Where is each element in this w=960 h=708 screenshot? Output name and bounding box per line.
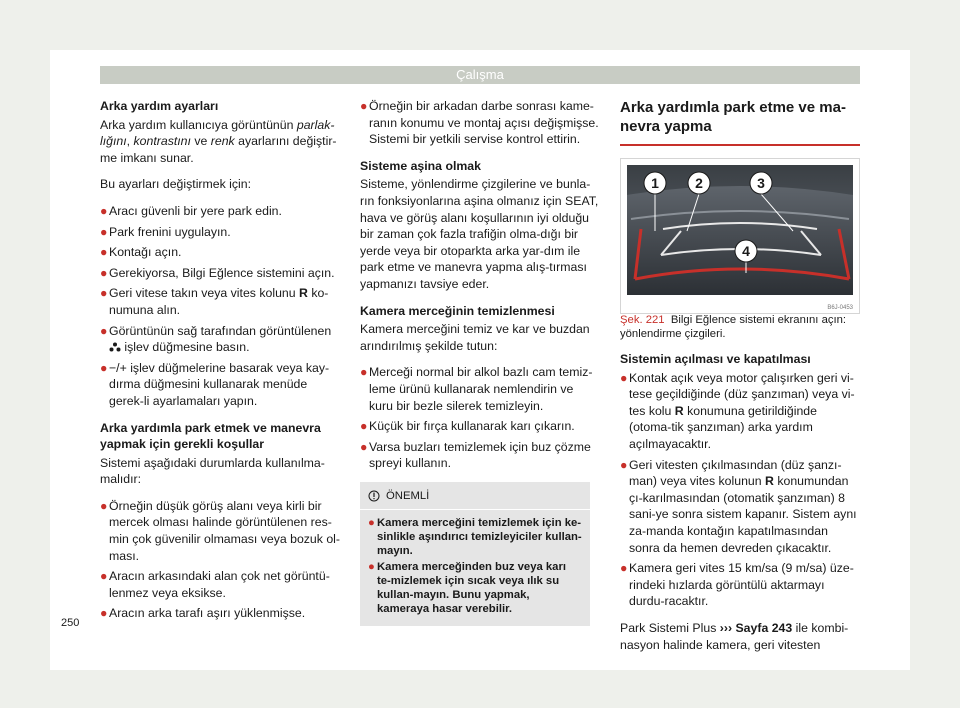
list-item bbox=[368, 560, 582, 616]
text: ko-numuna alın. bbox=[109, 286, 329, 317]
gear-r-label: R bbox=[674, 403, 684, 418]
text: Örneğin bir arkadan darbe sonrası kame-ranın konumu ve montaj açısı değişmişse. Sistemi bir yetkili servise kontrol ettirin. bbox=[369, 99, 599, 147]
text: ile kombi-nasyon halinde kamera, geri vitesten bbox=[620, 620, 849, 652]
conditions-list-continued bbox=[360, 98, 600, 148]
bullet-icon: ● bbox=[100, 606, 108, 621]
text: Küçük bir fırça kullanarak karı çıkarın. bbox=[369, 419, 575, 434]
bullet-icon: ● bbox=[360, 419, 368, 434]
page-title: Çalışma bbox=[456, 67, 504, 82]
bullet-icon: ● bbox=[100, 224, 108, 239]
info-icon bbox=[368, 490, 380, 502]
text: işlev düğmesine basın. bbox=[121, 340, 250, 355]
list-item bbox=[360, 364, 600, 414]
section-title: Arka yardımla park etme ve ma-nevra yapma bbox=[620, 98, 860, 146]
column-middle bbox=[360, 98, 600, 626]
gear-r-label: R bbox=[299, 286, 308, 301]
callout-label: 1 bbox=[651, 175, 659, 191]
figure-code: B6J-0453 bbox=[827, 305, 853, 311]
list-item bbox=[360, 439, 600, 472]
paragraph-familiarize: Sisteme, yönlendirme çizgilerine ve bunla-rın fonksiyonlarına aşina olmanız için SEAT, hava ve görüş alanı koşullarının iyi olduğu bir zaman çok fazla trafiğin olma-dığı bir yerde veya bir otoparkta arka yar-dım ile park etme ve manevra yapma alış-tırması yapmanızı tavsiye eder. bbox=[360, 177, 599, 291]
bullet-icon: ● bbox=[368, 560, 375, 573]
list-item bbox=[100, 568, 340, 601]
page-reference-link[interactable]: ››› Sayfa 243 bbox=[719, 620, 793, 635]
text: Geri vitese takın veya vites kolunu bbox=[109, 286, 300, 301]
camera-view-illustration bbox=[621, 159, 859, 313]
paragraph-park-system bbox=[620, 620, 860, 653]
bullet-icon: ● bbox=[100, 360, 108, 375]
paragraph-conditions-intro: Sistemi aşağıdaki durumlarda kullanılma-malıdır: bbox=[100, 455, 325, 487]
list-item bbox=[100, 265, 340, 282]
conditions-list bbox=[100, 498, 340, 622]
text: ve bbox=[190, 134, 211, 149]
text: Aracın arkasındaki alan çok net görüntü-lenmez veya eksikse. bbox=[109, 569, 330, 600]
callout-2 bbox=[688, 172, 710, 194]
bullet-icon: ● bbox=[100, 265, 108, 280]
bullet-icon: ● bbox=[100, 498, 108, 513]
text: Görüntünün sağ tarafından görüntülenen bbox=[109, 323, 332, 338]
callout-label: 2 bbox=[695, 175, 703, 191]
header-bar bbox=[100, 66, 860, 84]
text: Park Sistemi Plus bbox=[620, 620, 720, 635]
list-item bbox=[100, 605, 340, 622]
bullet-icon: ● bbox=[368, 516, 375, 529]
gear-r-label: R bbox=[765, 474, 774, 489]
text: Kontağı açın. bbox=[109, 245, 182, 260]
heading-familiarize: Sisteme aşina olmak bbox=[360, 158, 481, 173]
text: Park frenini uygulayın. bbox=[109, 224, 231, 239]
text: , bbox=[126, 134, 134, 149]
bullet-icon: ● bbox=[100, 245, 108, 260]
paragraph-change-settings: Bu ayarları değiştirmek için: bbox=[100, 177, 252, 192]
callout-4 bbox=[735, 240, 757, 262]
bullet-icon: ● bbox=[360, 439, 368, 454]
text: konumundan çı-karılmasından (otomatik şanzıman) 8 sani-ye sonra sistem kapanır. Sistem aynı za-manda kontağın kapatılmasından sonra da hemen devreden çıkacaktır. bbox=[629, 474, 857, 555]
text: ayarlarını değiştir-me imkanı sunar. bbox=[100, 134, 337, 165]
list-item bbox=[100, 224, 340, 241]
heading-switch-on-off: Sistemin açılması ve kapatılması bbox=[620, 352, 811, 366]
notice-header bbox=[360, 482, 590, 510]
text: Kamera geri vites 15 km/sa (9 m/sa) üze-rindeki hızlarda görüntülü aktarmayı durdu-racaktır. bbox=[629, 561, 854, 609]
column-right bbox=[620, 98, 860, 663]
bullet-icon: ● bbox=[100, 286, 108, 301]
list-item bbox=[100, 323, 340, 356]
text: Aracı güvenli bir yere park edin. bbox=[109, 203, 282, 218]
settings-steps-list bbox=[100, 203, 340, 410]
bullet-icon: ● bbox=[620, 561, 628, 576]
list-item bbox=[620, 560, 860, 610]
text: Bilgi Eğlence sistemi ekranını açın: yönlendirme çizgileri. bbox=[620, 314, 847, 340]
list-item bbox=[360, 418, 600, 435]
column-left bbox=[100, 98, 340, 632]
list-item bbox=[360, 98, 600, 148]
list-item bbox=[100, 244, 340, 261]
text: Varsa buzları temizlemek için buz çözme spreyi kullanın. bbox=[369, 439, 591, 471]
heading-conditions: Arka yardımla park etmek ve manevra yapmak için gerekli koşullar bbox=[100, 420, 321, 452]
text: Kamera merceğinden buz veya karı te-mizlemek için sıcak veya ılık su kullan-mayın. Bunu yapmak, kameraya hasar verebilir. bbox=[377, 560, 566, 615]
figure-guide-lines bbox=[620, 158, 860, 314]
list-item bbox=[368, 516, 582, 558]
paragraph-lens-cleaning: Kamera merceğini temiz ve kar ve buzdan arındırılmış şekilde tutun: bbox=[360, 322, 590, 353]
callout-1 bbox=[644, 172, 666, 194]
figure-caption bbox=[620, 314, 860, 341]
text: −/+ işlev düğmelerine basarak veya kay-dırma düğmesini kullanarak menüde gerek-li ayarlamaları yapın. bbox=[109, 360, 330, 408]
list-item bbox=[100, 203, 340, 220]
text-italic: parlak-lığını bbox=[100, 117, 335, 149]
text-italic: kontrastını bbox=[133, 134, 191, 149]
list-item bbox=[100, 360, 340, 410]
paragraph-settings-intro bbox=[100, 117, 340, 167]
important-notice bbox=[360, 482, 590, 626]
settings-function-icon bbox=[109, 342, 121, 352]
bullet-icon: ● bbox=[100, 203, 108, 218]
bullet-icon: ● bbox=[620, 457, 628, 472]
switch-list bbox=[620, 370, 860, 610]
figure-number: Şek. 221 bbox=[620, 314, 665, 326]
heading-rear-assist-settings: Arka yardım ayarları bbox=[100, 99, 219, 113]
list-item bbox=[620, 370, 860, 453]
text: Merceği normal bir alkol bazlı cam temiz-leme ürünü kullanarak nemlendirin ve kuru bir bezle silerek temizleyin. bbox=[369, 365, 593, 413]
list-item bbox=[100, 498, 340, 564]
page-number: 250 bbox=[61, 617, 80, 629]
bullet-icon: ● bbox=[100, 569, 108, 584]
callout-label: 4 bbox=[742, 243, 750, 259]
bullet-icon: ● bbox=[360, 365, 368, 380]
text: Kamera merceğini temizlemek için ke-sinlikle aşındırıcı temizleyiciler kullan-mayın. bbox=[377, 516, 582, 557]
bullet-icon: ● bbox=[100, 323, 108, 338]
text: Aracın arka tarafı aşırı yüklenmişse. bbox=[109, 606, 306, 621]
callout-label: 3 bbox=[757, 175, 765, 191]
ground-area bbox=[627, 186, 853, 295]
text: Gerekiyorsa, Bilgi Eğlence sistemini açın. bbox=[109, 265, 335, 280]
text: Arka yardım kullanıcıya görüntünün bbox=[100, 117, 297, 132]
notice-list bbox=[368, 516, 582, 616]
text: Örneğin düşük görüş alanı veya kirli bir mercek olması halinde görüntülenen res-min çok güvenilir olmaması veya bozuk ol-ması. bbox=[109, 498, 340, 563]
cleaning-list bbox=[360, 364, 600, 472]
text-italic: renk bbox=[210, 134, 235, 149]
text: Geri vitesten çıkılmasından (düz şanzı-man) veya vites kolunun bbox=[629, 457, 842, 489]
notice-title: ÖNEMLİ bbox=[386, 489, 430, 502]
notice-body bbox=[360, 510, 590, 626]
bullet-icon: ● bbox=[360, 99, 368, 113]
list-item bbox=[100, 285, 340, 318]
text: Kontak açık veya motor çalışırken geri vi-tese geçildiğinde (düz şanzıman) veya vi-tes kolu bbox=[629, 370, 855, 418]
list-item bbox=[620, 457, 860, 557]
bullet-icon: ● bbox=[620, 370, 628, 385]
heading-lens-cleaning: Kamera merceğinin temizlenmesi bbox=[360, 303, 555, 318]
callout-3 bbox=[750, 172, 772, 194]
text: konumuna getirildiğinde (otoma-tik şanzıman) arka yardım açılmayacaktır. bbox=[629, 403, 817, 451]
